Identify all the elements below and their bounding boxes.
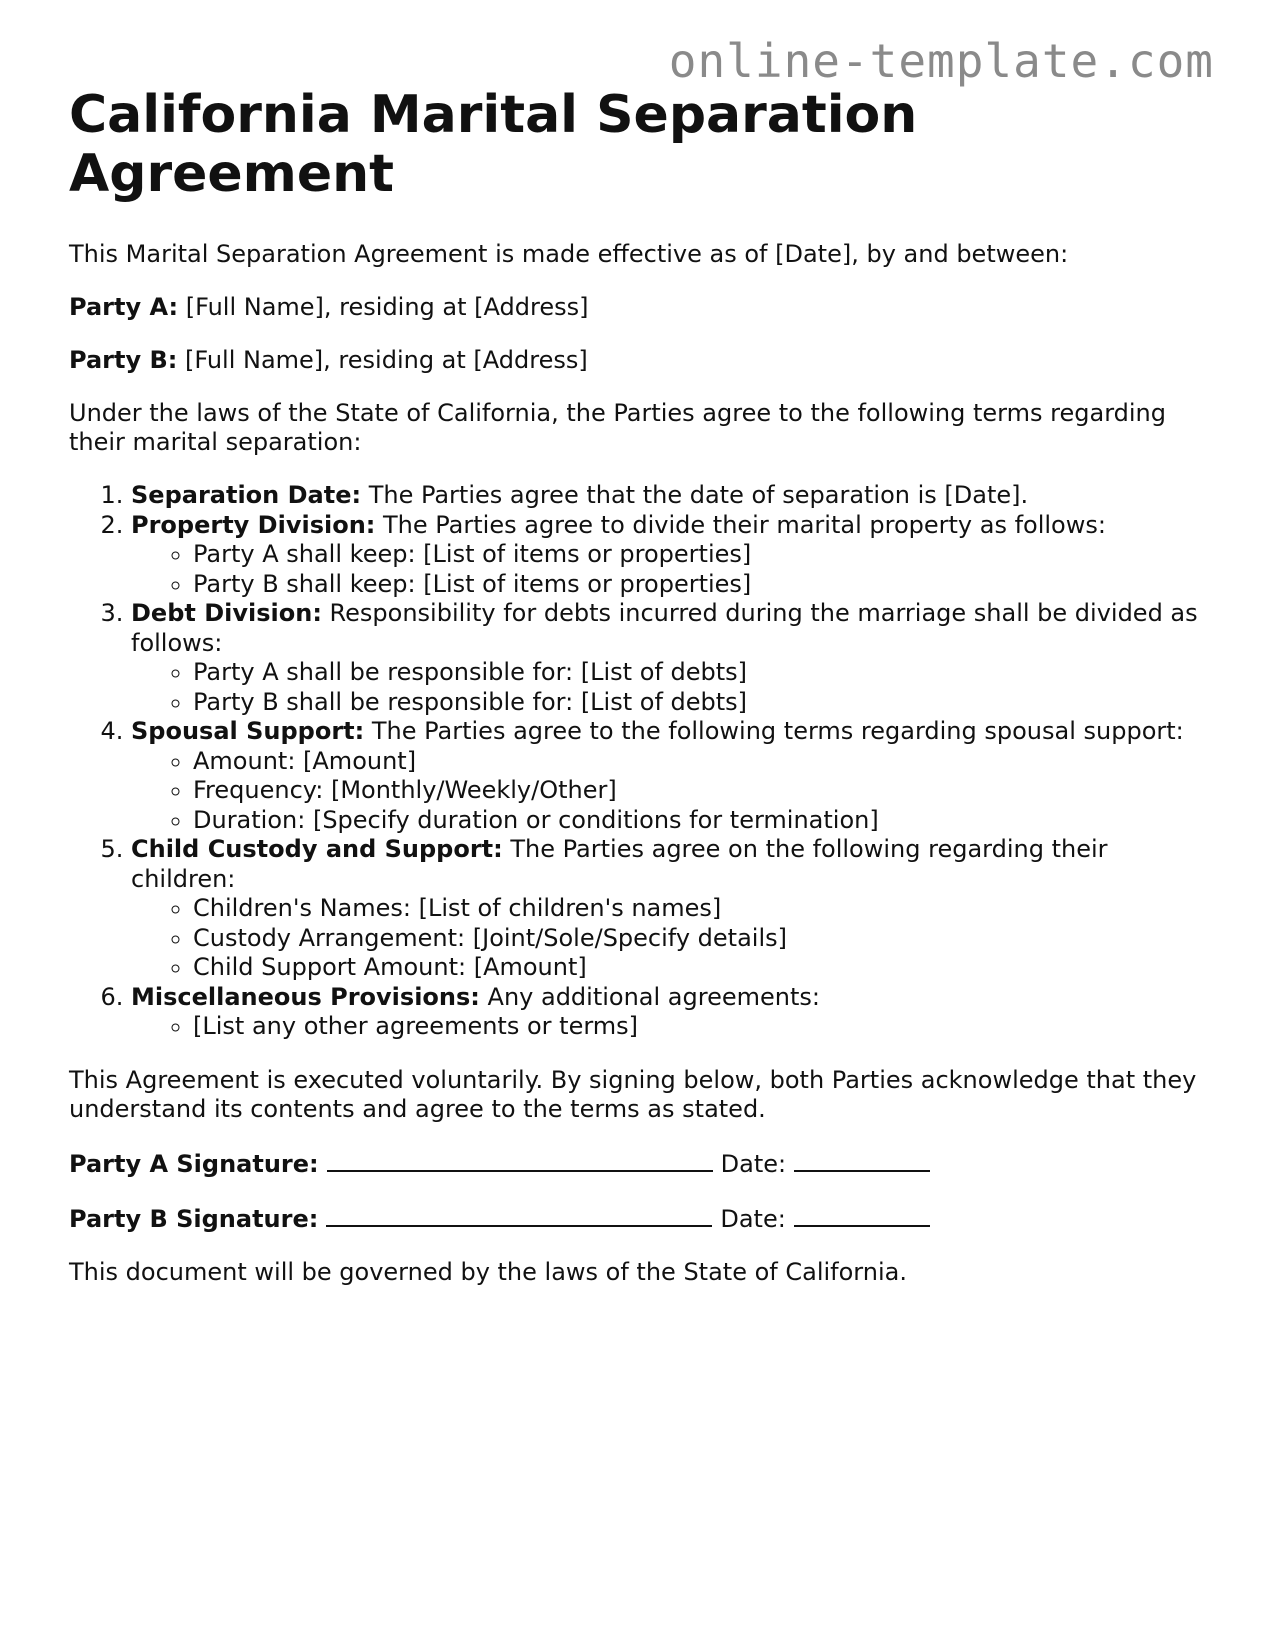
party-a-date-label: Date: — [720, 1149, 787, 1178]
sub-item: ◦ Frequency: [Monthly/Weekly/Other] — [193, 776, 1204, 806]
term-text: The Parties agree on the following regarding their children: — [131, 835, 1108, 893]
party-a-signature-row — [69, 1148, 1204, 1179]
term-text: The Parties agree to the following terms regarding spousal support: — [364, 717, 1184, 745]
sub-item: ◦ Party B shall be responsible for: [List of debts] — [193, 688, 1204, 718]
term-text: Any additional agreements: — [479, 982, 820, 1011]
party-b-date-label: Date: — [720, 1204, 786, 1233]
sub-item: ◦ Child Support Amount: [Amount] — [193, 953, 1204, 983]
terms-list — [69, 481, 1204, 1042]
term-text: Responsibility for debts incurred during the marriage shall be divided as follows: — [131, 599, 1198, 657]
term-item — [131, 717, 1204, 835]
term-item — [131, 511, 1204, 600]
sub-item: ◦ Party A shall keep: [List of items or properties] — [193, 540, 1204, 570]
preamble-paragraph: Under the laws of the State of California, the Parties agree to the following terms regarding their marital separation: — [69, 399, 1166, 456]
sub-item: ◦ [List any other agreements or terms] — [193, 1012, 1204, 1042]
sub-list — [131, 540, 1204, 599]
sub-item: ◦ Duration: [Specify duration or conditions for termination] — [193, 806, 1204, 836]
term-item — [131, 481, 1204, 511]
party-a-signature-line[interactable] — [327, 1148, 713, 1172]
party-a-line — [69, 293, 1204, 322]
party-b-signature-line[interactable] — [326, 1203, 712, 1227]
term-text: The Parties agree that the date of separation is [Date]. — [361, 481, 1029, 509]
sub-item: ◦ Party B shall keep: [List of items or properties] — [193, 570, 1204, 600]
sub-list — [131, 1012, 1204, 1042]
party-a-signature-label: Party A Signature: — [69, 1149, 319, 1178]
governing-law-paragraph: This document will be governed by the laws of the State of California. — [69, 1257, 907, 1286]
sub-item: ◦ Amount: [Amount] — [193, 747, 1204, 777]
party-a-text: [Full Name], residing at [Address] — [178, 293, 589, 321]
term-item — [131, 835, 1204, 983]
term-label: Spousal Support: — [131, 717, 365, 745]
sub-list — [131, 658, 1204, 717]
sub-item: ◦ Custody Arrangement: [Joint/Sole/Specify details] — [193, 924, 1204, 954]
sub-item: ◦ Children's Names: [List of children's names] — [193, 894, 1204, 924]
term-text: The Parties agree to divide their marital property as follows: — [375, 510, 1106, 539]
sub-list — [131, 747, 1204, 836]
term-item — [131, 599, 1204, 717]
sub-item: ◦ Party A shall be responsible for: [List of debts] — [193, 658, 1204, 688]
party-b-label: Party B: — [69, 346, 178, 374]
document-page — [69, 86, 1204, 1311]
party-b-text: [Full Name], residing at [Address] — [177, 346, 588, 374]
party-a-label: Party A: — [69, 293, 179, 321]
term-label: Separation Date: — [131, 481, 362, 509]
party-b-signature-label: Party B Signature: — [69, 1204, 319, 1233]
watermark: online-template.com — [668, 34, 1214, 88]
term-label: Miscellaneous Provisions: — [131, 982, 480, 1011]
party-b-signature-row — [69, 1203, 1204, 1234]
term-item — [131, 983, 1204, 1042]
intro-paragraph: This Marital Separation Agreement is made effective as of [Date], by and between: — [69, 240, 1069, 268]
term-label: Debt Division: — [131, 599, 322, 627]
party-b-line — [69, 346, 1204, 375]
party-b-date-line[interactable] — [794, 1203, 930, 1227]
document-title: California Marital Separation Agreement — [69, 85, 918, 204]
term-label: Property Division: — [131, 510, 376, 539]
closing-paragraph: This Agreement is executed voluntarily. By signing below, both Parties acknowledge that they understand its contents and agree to the terms as stated. — [69, 1065, 1197, 1123]
sub-list — [131, 894, 1204, 983]
term-label: Child Custody and Support: — [131, 835, 503, 863]
party-a-date-line[interactable] — [794, 1148, 930, 1172]
